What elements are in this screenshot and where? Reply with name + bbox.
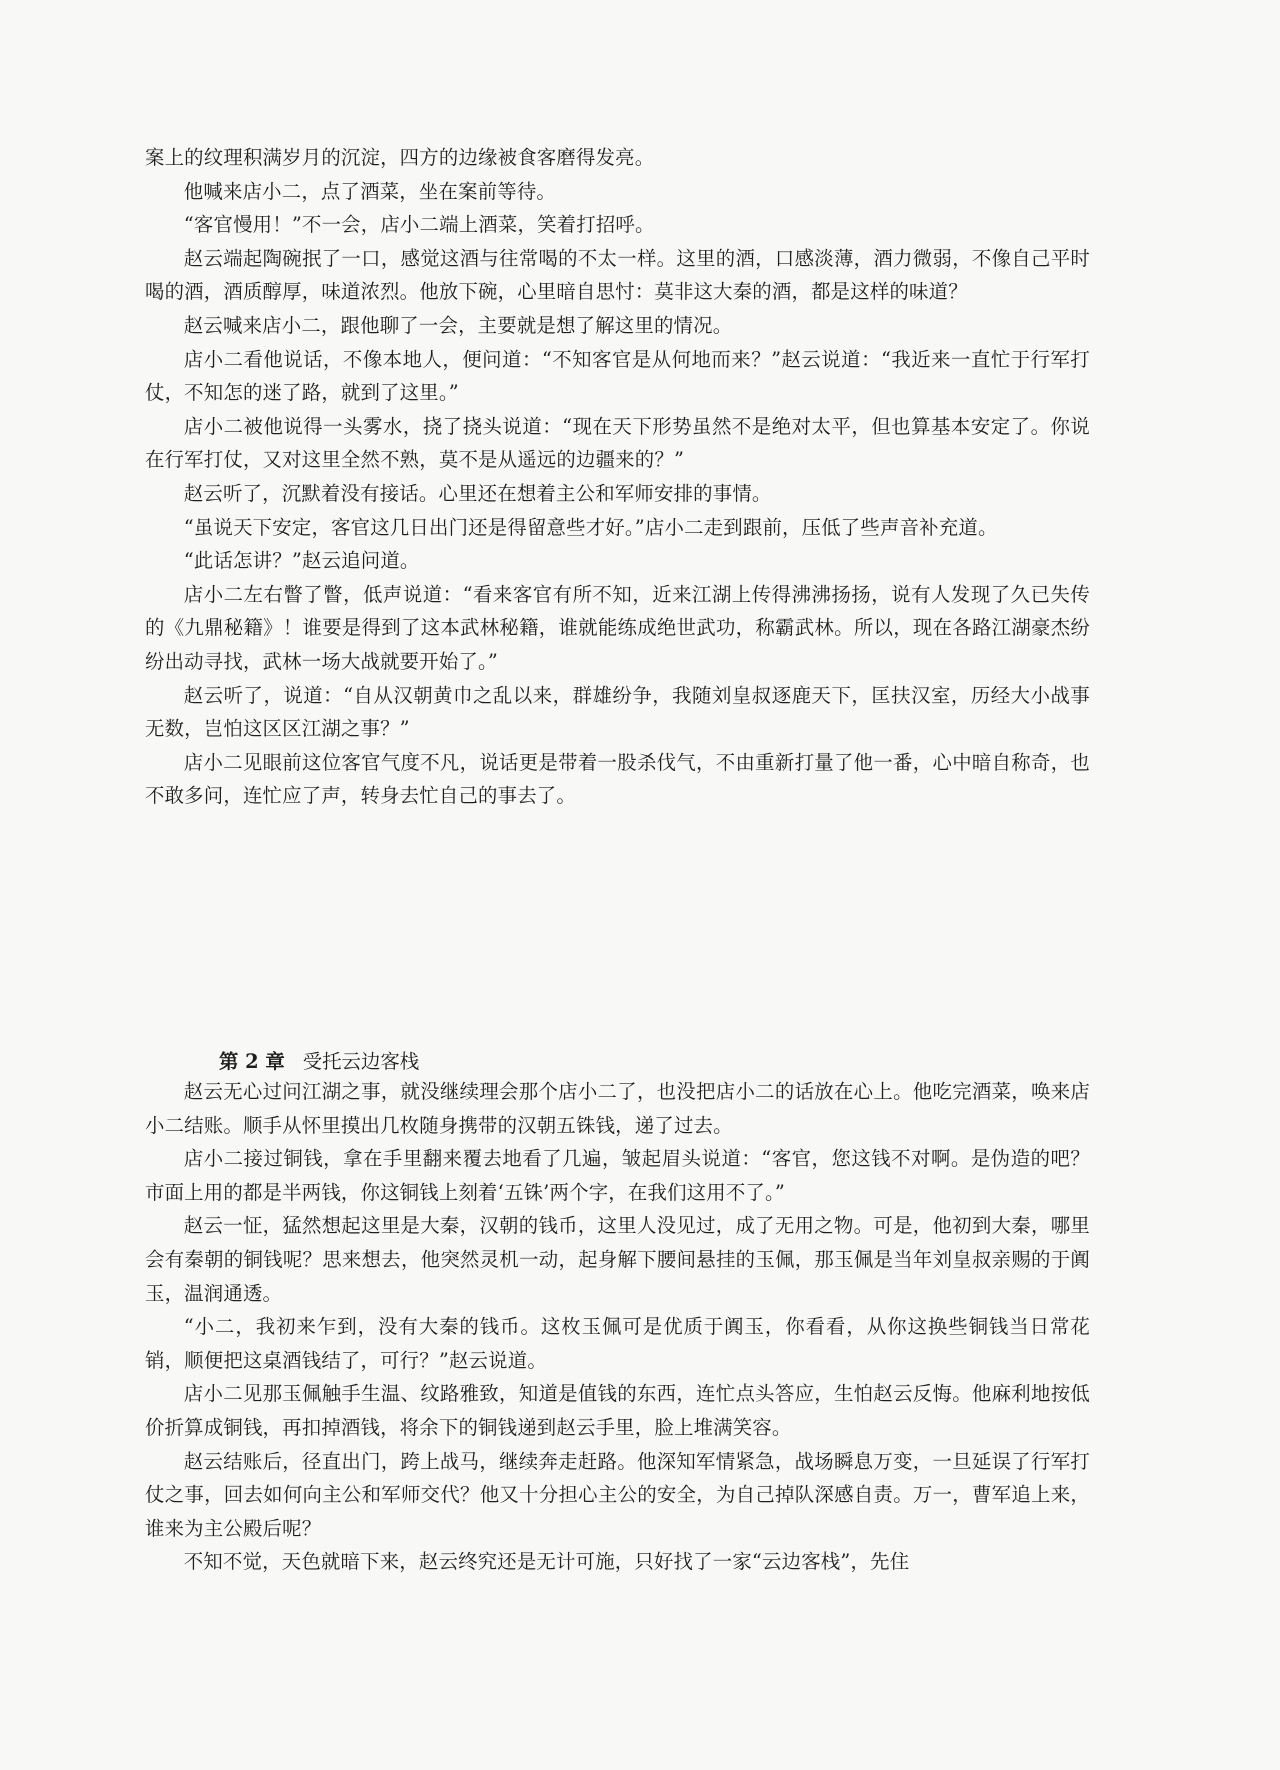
paragraph: 店小二左右瞥了瞥，低声说道：“看来客官有所不知，近来江湖上传得沸沸扬扬，说有人发现了久已失传的《九鼎秘籍》！谁要是得到了这本武林秘籍，谁就能练成绝世武功，称霸武林。所以，现在各路江湖豪杰纷纷出动寻找，武林一场大战就要开始了。”	[145, 582, 1090, 673]
chapter-title: 受托云边客栈	[302, 1050, 420, 1073]
paragraph: 赵云结账后，径直出门，跨上战马，继续奔走赶路。他深知军情紧急，战场瞬息万变，一旦延误了行军打仗之事，回去如何向主公和军师交代？他又十分担心主公的安全，为自己掉队深感自责。万一，曹军追上来，谁来为主公殿后呢？	[145, 1449, 1090, 1540]
paragraph: 赵云喊来店小二，跟他聊了一会，主要就是想了解这里的情况。	[183, 313, 733, 337]
chapter-heading	[219, 1045, 419, 1079]
paragraph: 案上的纹理积满岁月的沉淀，四方的边缘被食客磨得发亮。	[145, 146, 655, 169]
paragraph: 店小二见那玉佩触手生温、纹路雅致，知道是值钱的东西，连忙点头答应，生怕赵云反悔。他麻利地按低价折算成铜钱，再扣掉酒钱，将余下的铜钱递到赵云手里，脸上堆满笑容。	[145, 1382, 1090, 1439]
paragraph: “客官慢用！”不一会，店小二端上酒菜，笑着打招呼。	[183, 213, 655, 237]
chapter-number: 第 2 章	[219, 1050, 285, 1073]
text-section-top	[145, 141, 1090, 813]
paragraph: 不知不觉，天色就暗下来，赵云终究还是无计可施，只好找了一家“云边客栈”，先住	[183, 1550, 910, 1574]
paragraph: 他喊来店小二，点了酒菜，坐在案前等待。	[183, 179, 557, 203]
paragraph: 赵云听了，说道：“自从汉朝黄巾之乱以来，群雄纷争，我随刘皇叔逐鹿天下，匡扶汉室，历经大小战事无数，岂怕这区区江湖之事？”	[145, 683, 1090, 741]
paragraph: “小二，我初来乍到，没有大秦的钱币。这枚玉佩可是优质于阗玉，你看看，从你这换些铜钱当日常花销，顺便把这桌酒钱结了，可行？”赵云说道。	[145, 1315, 1090, 1372]
paragraph: 赵云端起陶碗抿了一口，感觉这酒与往常喝的不太一样。这里的酒，口感淡薄，酒力微弱，不像自己平时喝的酒，酒质醇厚，味道浓烈。他放下碗，心里暗自思忖：莫非这大秦的酒，都是这样的味道？	[145, 246, 1090, 304]
paragraph: “此话怎讲？”赵云追问道。	[183, 549, 420, 573]
paragraph: 店小二被他说得一头雾水，挠了挠头说道：“现在天下形势虽然不是绝对太平，但也算基本安定了。你说在行军打仗，又对这里全然不熟，莫不是从遥远的边疆来的？”	[145, 414, 1090, 472]
paragraph: 赵云一怔，猛然想起这里是大秦，汉朝的钱币，这里人没见过，成了无用之物。可是，他初到大秦，哪里会有秦朝的铜钱呢？思来想去，他突然灵机一动，起身解下腰间悬挂的玉佩，那玉佩是当年刘皇叔亲赐的于阗玉，温润通透。	[145, 1214, 1090, 1305]
paragraph: 赵云无心过问江湖之事，就没继续理会那个店小二了，也没把店小二的话放在心上。他吃完酒菜，唤来店小二结账。顺手从怀里摸出几枚随身携带的汉朝五铢钱，递了过去。	[145, 1080, 1090, 1137]
paragraph: 店小二接过铜钱，拿在手里翻来覆去地看了几遍，皱起眉头说道：“客官，您这钱不对啊。是伪造的吧？市面上用的都是半两钱，你这铜钱上刻着‘五铢’两个字，在我们这用不了。”	[145, 1147, 1090, 1204]
paragraph: 赵云听了，沉默着没有接话。心里还在想着主公和军师安排的事情。	[183, 481, 772, 505]
text-section-chapter-2	[145, 1075, 1090, 1579]
paragraph: 店小二见眼前这位客官气度不凡，说话更是带着一股杀伐气，不由重新打量了他一番，心中暗自称奇，也不敢多问，连忙应了声，转身去忙自己的事去了。	[145, 750, 1090, 808]
paragraph: 店小二看他说话，不像本地人，便问道：“不知客官是从何地而来？”赵云说道：“我近来一直忙于行军打仗，不知怎的迷了路，就到了这里。”	[145, 347, 1090, 405]
paragraph: “虽说天下安定，客官这几日出门还是得留意些才好。”店小二走到跟前，压低了些声音补充道。	[183, 515, 998, 539]
